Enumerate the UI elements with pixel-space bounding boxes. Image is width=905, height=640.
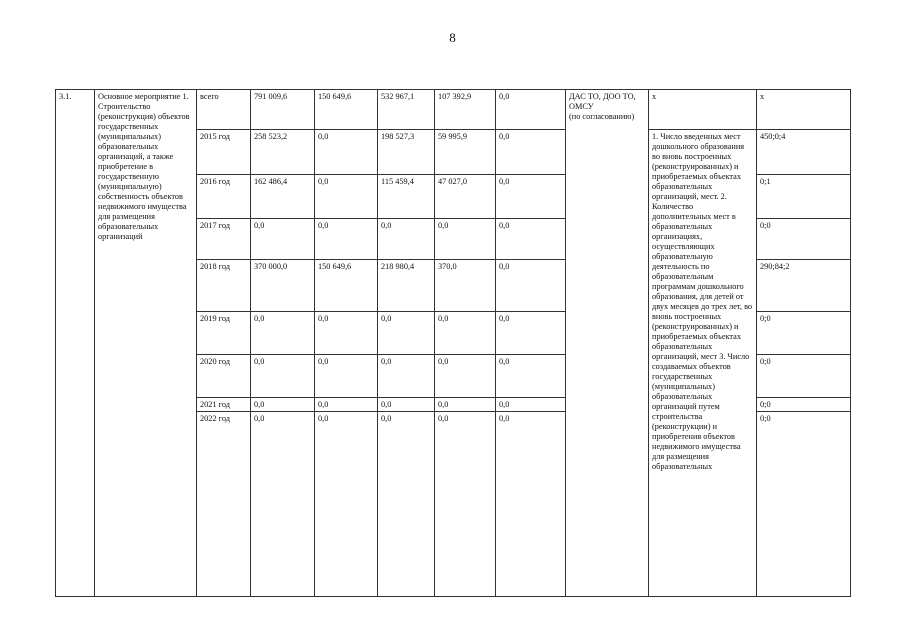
amount-regional: 532 967,1 [378,90,435,130]
indicator-value: 0;0 [757,398,851,412]
amount-federal: 0,0 [315,412,378,597]
amount-local: 0,0 [435,398,496,412]
amount-other: 0,0 [496,398,566,412]
year-label: 2021 год [197,398,251,412]
indicator-value: 0;0 [757,355,851,398]
amount-local: 0,0 [435,355,496,398]
amount-other: 0,0 [496,175,566,219]
indicator-value: 290;84;2 [757,260,851,312]
amount-regional: 198 527,3 [378,130,435,175]
amount-total: 258 523,2 [251,130,315,175]
amount-federal: 0,0 [315,130,378,175]
amount-local: 107 392,9 [435,90,496,130]
indicator-value: 450;0;4 [757,130,851,175]
year-label: 2020 год [197,355,251,398]
amount-local: 0,0 [435,412,496,597]
amount-total: 0,0 [251,219,315,260]
amount-regional: 0,0 [378,219,435,260]
amount-local: 59 995,9 [435,130,496,175]
amount-federal: 0,0 [315,219,378,260]
indicator-header-mark: х [649,90,757,130]
indicator-value: 0;0 [757,312,851,355]
amount-other: 0,0 [496,412,566,597]
amount-total: 0,0 [251,312,315,355]
amount-local: 0,0 [435,312,496,355]
amount-federal: 0,0 [315,312,378,355]
amount-other: 0,0 [496,260,566,312]
amount-total: 791 009,6 [251,90,315,130]
year-label: 2018 год [197,260,251,312]
amount-total: 162 486,4 [251,175,315,219]
amount-regional: 0,0 [378,355,435,398]
executor-name: ДАС ТО, ДОО ТО, ОМСУ [569,92,636,111]
program-table [55,89,851,597]
executor-note: (по согласованию) [569,112,635,121]
indicator-value: 0;0 [757,412,851,597]
executor-cell [566,90,649,597]
amount-other: 0,0 [496,90,566,130]
indicators-text: 1. Число введенных мест дошкольного образования во вновь построенных (реконструированных) и приобретаемых объектах образовательных организаций, мест. 2. Количество дополнительных мест в образовательных организациях, осуществляющих образовательную деятельность по образовательным программам дошкольного образования, для детей от двух месяцев до трех лет, во вновь построенных (реконструированных) и приобретаемых объектах образовательных организаций, мест 3. Число создаваемых объектов государственных (муниципальных) образовательных организаций путем строительства (реконструкции) и приобретения объектов недвижимого имущества для размещения образовательных [649,130,757,597]
amount-total: 0,0 [251,398,315,412]
year-label: 2022 год [197,412,251,597]
amount-total: 370 000,0 [251,260,315,312]
table-row [56,90,851,130]
indicator-value: 0;0 [757,219,851,260]
amount-other: 0,0 [496,312,566,355]
indicator-value: х [757,90,851,130]
amount-other: 0,0 [496,355,566,398]
indicator-value: 0;1 [757,175,851,219]
amount-total: 0,0 [251,412,315,597]
amount-federal: 0,0 [315,175,378,219]
year-label: всего [197,90,251,130]
activity-title: Основное мероприятие 1. Строительство (реконструкция) объектов государственных (муниципальных) образовательных организаций, а также приобретение в государственную (муниципальную) собственность объектов недвижимого имущества для размещения образовательных организаций [95,90,197,597]
amount-local: 0,0 [435,219,496,260]
amount-other: 0,0 [496,219,566,260]
amount-federal: 150 649,6 [315,90,378,130]
amount-regional: 218 980,4 [378,260,435,312]
amount-federal: 150 649,6 [315,260,378,312]
amount-regional: 0,0 [378,412,435,597]
amount-regional: 115 459,4 [378,175,435,219]
row-index: 3.1. [56,90,95,597]
amount-other: 0,0 [496,130,566,175]
page-number: 8 [449,30,456,45]
amount-local: 47 027,0 [435,175,496,219]
amount-regional: 0,0 [378,312,435,355]
amount-total: 0,0 [251,355,315,398]
amount-local: 370,0 [435,260,496,312]
year-label: 2016 год [197,175,251,219]
year-label: 2017 год [197,219,251,260]
amount-federal: 0,0 [315,398,378,412]
amount-federal: 0,0 [315,355,378,398]
year-label: 2019 год [197,312,251,355]
amount-regional: 0,0 [378,398,435,412]
year-label: 2015 год [197,130,251,175]
